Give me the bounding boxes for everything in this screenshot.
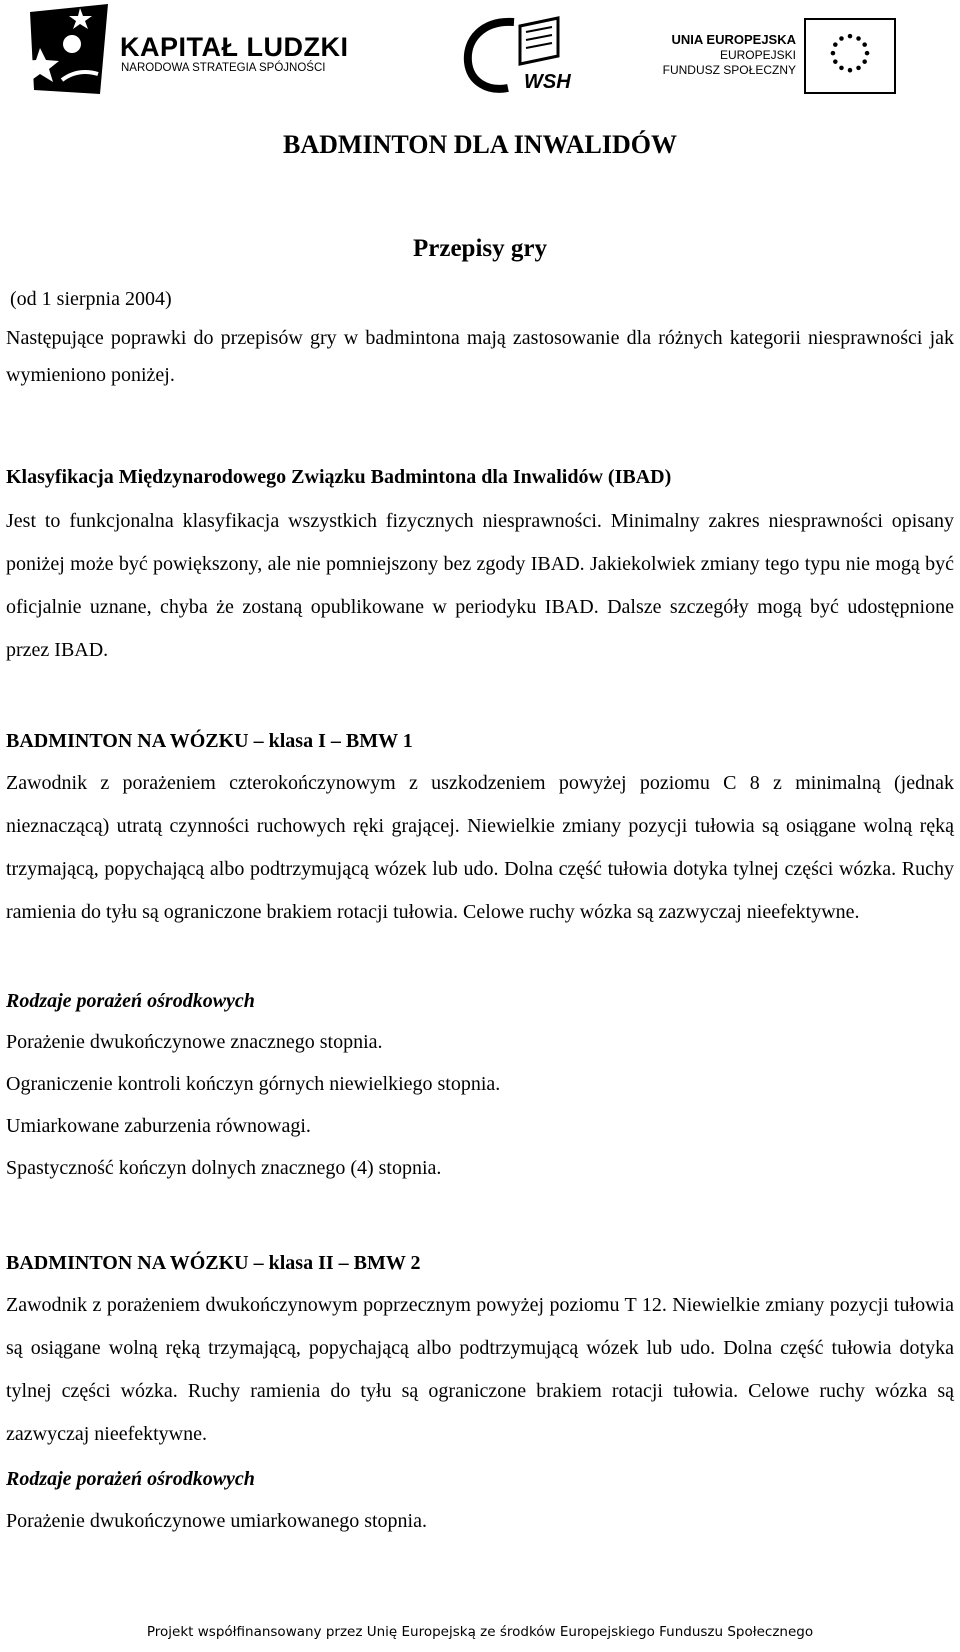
wsh-logo: [462, 16, 574, 100]
wsh-logo-text: WSH: [524, 71, 571, 93]
ibad-paragraph: Jest to funkcjonalna klasyfikacja wszystkich fizycznych niesprawności. Minimalny zakres niesprawności opisany poniżej może być powiększony, ale nie pomniejszony bez zgody IBAD. Jakiekolwiek zmiany tego typu nie mogą być oficjalnie uznane, chyba że zostaną opublikowane w periodyku IBAD. Dalsze szczegóły mogą być udostępnione przez IBAD.: [6, 510, 954, 661]
footer-text: Projekt współfinansowany przez Unię Europejską ze środków Europejskiego Funduszu Społecznego: [146, 1624, 814, 1640]
list-item: Ograniczenie kontroli kończyn górnych niewielkiego stopnia.: [6, 1073, 501, 1095]
list-item: Umiarkowane zaburzenia równowagi.: [6, 1115, 311, 1137]
bmw2-list: [6, 1500, 954, 1542]
bmw1-paragraph: Zawodnik z porażeniem czterokończynowym z uszkodzeniem powyżej poziomu C 8 z minimalną (jednak nieznaczącą) utratą czynności ruchowych ręki grającej. Niewielkie zmiany pozycji tułowia są osiągane wolną ręką trzymającą, popychającą albo podtrzymującą wózek lub udo. Dolna część tułowia dotyka tylnej części wózka. Ruchy ramienia do tyłu są ograniczone brakiem rotacji tułowia. Celowe ruchy wózka są zazwyczaj nieefektywne.: [6, 772, 954, 923]
kapital-ludzki-subtitle: NARODOWA STRATEGIA SPÓJNOŚCI: [121, 62, 326, 74]
eu-logo-line2: EUROPEJSKI: [719, 48, 796, 62]
bmw2-heading: BADMINTON NA WÓZKU – klasa II – BMW 2: [6, 1252, 421, 1274]
eu-flag-icon: [804, 18, 896, 94]
bmw2-paragraph: Zawodnik z porażeniem dwukończynowym poprzecznym powyżej poziomu T 12. Niewielkie zmiany pozycji tułowia są osiągane wolną ręką trzymającą, popychającą albo podtrzymującą wózek lub udo. Dolna część tułowia dotyka tylnej części wózka. Ruchy ramienia do tyłu są ograniczone brakiem rotacji tułowia. Celowe ruchy wózka są zazwyczaj nieefektywne.: [6, 1294, 954, 1445]
list-item: Spastyczność kończyn dolnych znacznego (4) stopnia.: [6, 1157, 442, 1179]
list-item: Porażenie dwukończynowe umiarkowanego stopnia.: [6, 1510, 427, 1532]
eu-logo-line3: FUNDUSZ SPOŁECZNY: [662, 63, 796, 77]
eu-logo: [662, 14, 928, 94]
ibad-heading: Klasyfikacja Międzynarodowego Związku Badmintona dla Inwalidów (IBAD): [6, 466, 672, 488]
kapital-ludzki-logo: [28, 4, 358, 96]
intro-paragraph: Następujące poprawki do przepisów gry w badmintona mają zastosowanie dla różnych kategorii niesprawności jak wymieniono poniżej.: [6, 327, 954, 386]
bmw1-heading: BADMINTON NA WÓZKU – klasa I – BMW 1: [6, 730, 413, 752]
kapital-ludzki-title: KAPITAŁ LUDZKI: [120, 32, 349, 62]
document-subtitle: Przepisy gry: [413, 235, 547, 262]
list-item: Porażenie dwukończynowe znacznego stopnia.: [6, 1031, 383, 1053]
bmw1-subheading: Rodzaje porażeń ośrodkowych: [6, 990, 255, 1012]
eu-logo-text: [663, 32, 796, 78]
kapital-ludzki-emblem-icon: [28, 4, 110, 96]
document-title: BADMINTON DLA INWALIDÓW: [283, 130, 677, 159]
eu-logo-line1: UNIA EUROPEJSKA: [671, 32, 796, 47]
wsh-logo-year: 1991: [492, 85, 508, 92]
bmw2-subheading: Rodzaje porażeń ośrodkowych: [6, 1468, 255, 1490]
bmw1-list: [6, 1021, 954, 1189]
document-date: (od 1 sierpnia 2004): [10, 288, 172, 310]
